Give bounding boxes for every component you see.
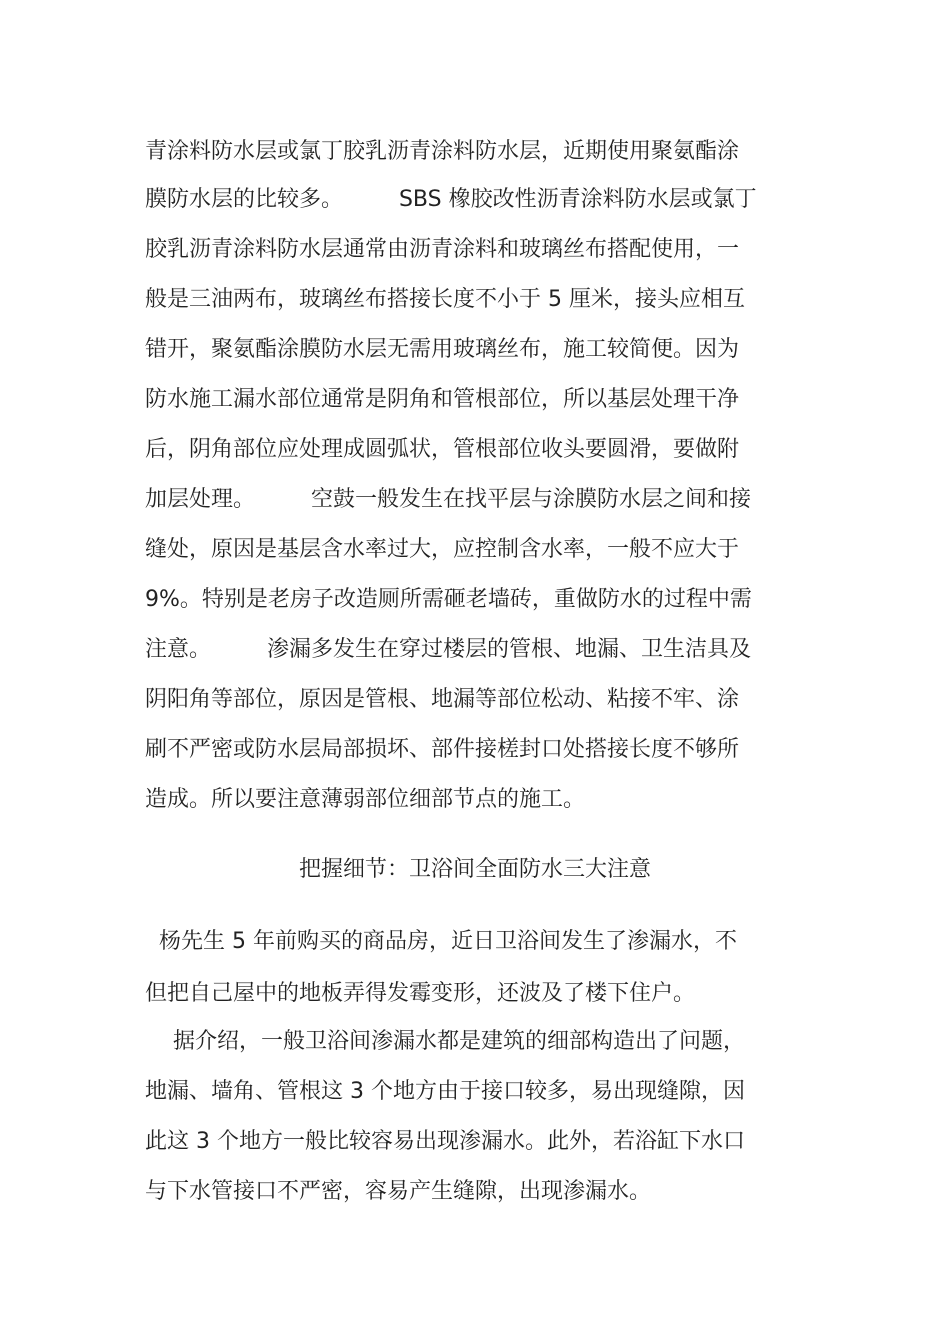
paragraph-line: 膜防水层的比较多。 SBS 橡胶改性沥青涂料防水层或氯丁 xyxy=(145,187,757,212)
paragraph-line: 与下水管接口不严密，容易产生缝隙，出现渗漏水。 xyxy=(145,1179,652,1204)
paragraph-line: 青涂料防水层或氯丁胶乳沥青涂料防水层，近期使用聚氨酯涂 xyxy=(145,139,740,164)
paragraph-line: 缝处，原因是基层含水率过大，应控制含水率，一般不应大于 xyxy=(145,537,740,562)
paragraph-line: 防水施工漏水部位通常是阴角和管根部位，所以基层处理干净 xyxy=(145,387,740,412)
paragraph-line: 般是三油两布，玻璃丝布搭接长度不小于 5 厘米，接头应相互 xyxy=(145,287,745,312)
paragraph-line: 胶乳沥青涂料防水层通常由沥青涂料和玻璃丝布搭配使用，一 xyxy=(145,237,740,262)
paragraph-line: 但把自己屋中的地板弄得发霉变形，还波及了楼下住户。 xyxy=(145,981,696,1006)
paragraph-line: 后，阴角部位应处理成圆弧状，管根部位收头要圆滑，要做附 xyxy=(145,437,740,462)
paragraph-line: 造成。所以要注意薄弱部位细部节点的施工。 xyxy=(145,787,586,812)
paragraph-line: 杨先生 5 年前购买的商品房，近日卫浴间发生了渗漏水，不 xyxy=(145,929,737,954)
paragraph-line: 据介绍，一般卫浴间渗漏水都是建筑的细部构造出了问题， xyxy=(145,1029,745,1054)
paragraph-line: 注意。 渗漏多发生在穿过楼层的管根、地漏、卫生洁具及 xyxy=(145,637,751,662)
section-heading: 把握细节：卫浴间全面防水三大注意 xyxy=(298,857,651,882)
paragraph-line: 9%。特别是老房子改造厕所需砸老墙砖，重做防水的过程中需 xyxy=(145,587,752,612)
paragraph-line: 错开，聚氨酯涂膜防水层无需用玻璃丝布，施工较简便。因为 xyxy=(145,337,740,362)
paragraph-line: 地漏、墙角、管根这 3 个地方由于接口较多，易出现缝隙，因 xyxy=(145,1079,745,1104)
paragraph-line: 此这 3 个地方一般比较容易出现渗漏水。此外，若浴缸下水口 xyxy=(145,1129,745,1154)
paragraph-line: 加层处理。 空鼓一般发生在找平层与涂膜防水层之间和接 xyxy=(145,487,751,512)
paragraph-line: 阴阳角等部位，原因是管根、地漏等部位松动、粘接不牢、涂 xyxy=(145,687,740,712)
paragraph-line: 刷不严密或防水层局部损坏、部件接槎封口处搭接长度不够所 xyxy=(145,737,740,762)
